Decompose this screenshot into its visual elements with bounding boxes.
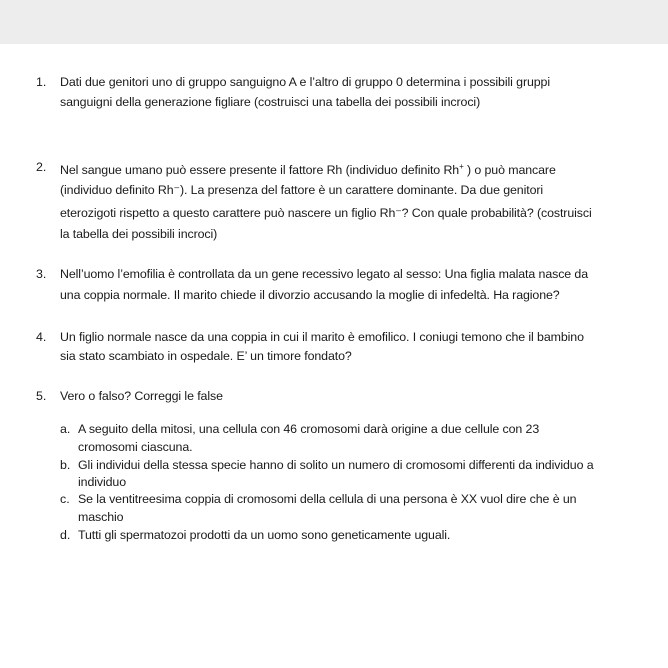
item-text-line: cromosomi ciascuna. <box>78 440 193 454</box>
question-number: 2. <box>36 160 47 174</box>
item-letter: d. <box>60 528 71 542</box>
item-text-line: Tutti gli spermatozoi prodotti da un uomo sono geneticamente uguali. <box>78 528 451 542</box>
question-text-line: Un figlio normale nasce da una coppia in cui il marito è emofilico. I coniugi temono che il bambino <box>60 330 584 344</box>
item-letter: b. <box>60 458 71 472</box>
item-text-line: A seguito della mitosi, una cellula con 46 cromosomi darà origine a due cellule con 23 <box>78 422 540 436</box>
question-text-line: eterozigoti rispetto a questo carattere può nascere un figlio Rh⁻? Con quale probabilità? (costruisci <box>60 206 592 220</box>
question-text-line: (individuo definito Rh⁻). La presenza del fattore è un carattere dominante. Da due genitori <box>60 183 544 197</box>
question-title: Vero o falso? Correggi le false <box>60 389 223 403</box>
text-segment: ) o può mancare <box>463 163 556 177</box>
question-text-line: Nell’uomo l’emofilia è controllata da un gene recessivo legato al sesso: Una figlia malata nasce da <box>60 267 589 281</box>
question-text-line: sia stato scambiato in ospedale. E’ un timore fondato? <box>60 349 352 363</box>
question-number: 4. <box>36 330 47 344</box>
item-text-line: individuo <box>78 475 127 489</box>
question-text-line: sanguigni della generazione figliare (costruisci una tabella dei possibili incroci) <box>60 95 481 109</box>
question-text-line <box>60 159 556 178</box>
superscript: + <box>459 162 464 171</box>
item-letter: a. <box>60 422 71 436</box>
item-letter: c. <box>60 492 70 506</box>
question-text-line: la tabella dei possibili incroci) <box>60 227 218 241</box>
item-text-line: Se la ventitreesima coppia di cromosomi della cellula di una persona è XX vuol dire che è un <box>78 492 577 506</box>
text-segment: Nel sangue umano può essere presente il fattore Rh (individuo definito Rh <box>60 163 460 177</box>
item-text-line: maschio <box>78 510 124 524</box>
item-text-line: Gli individui della stessa specie hanno di solito un numero di cromosomi differenti da individuo a <box>78 458 594 472</box>
question-number: 3. <box>36 267 47 281</box>
question-number: 5. <box>36 389 47 403</box>
question-text-line: una coppia normale. Il marito chiede il divorzio accusando la moglie di infedeltà. Ha ragione? <box>60 288 560 302</box>
question-text-line: Dati due genitori uno di gruppo sanguigno A e l’altro di gruppo 0 determina i possibili gruppi <box>60 75 550 89</box>
question-number: 1. <box>36 75 47 89</box>
